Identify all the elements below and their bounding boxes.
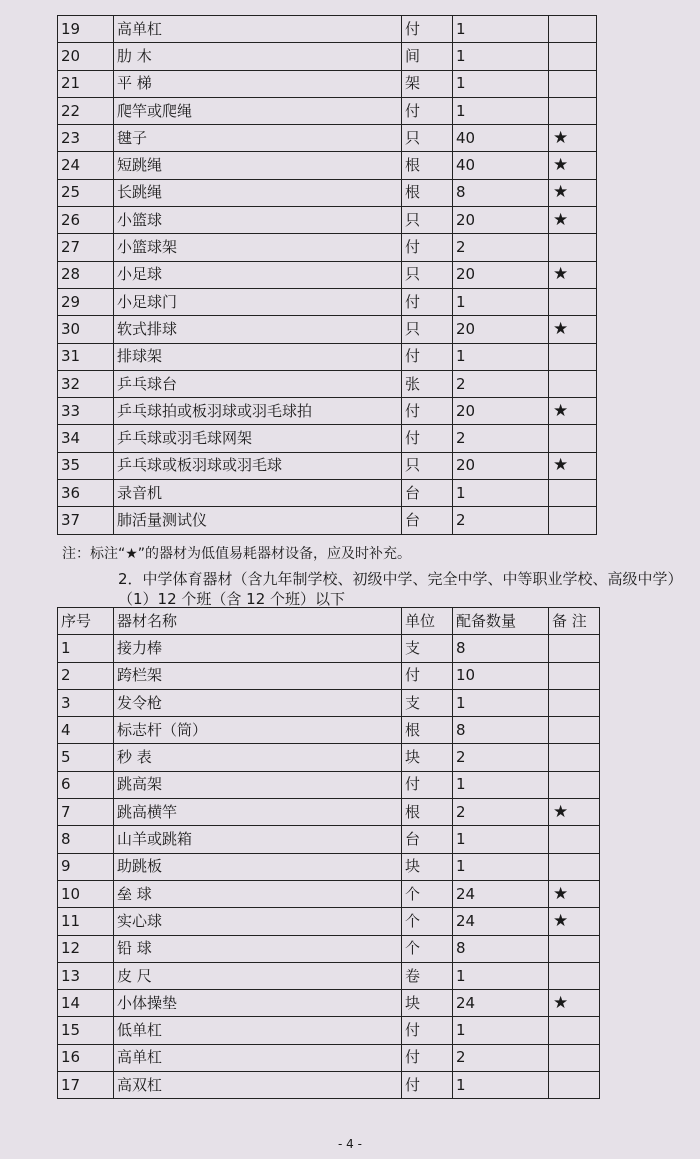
cell-no: 8: [58, 826, 114, 853]
cell-note: [549, 425, 597, 452]
cell-note: [549, 370, 597, 397]
cell-note: ★: [549, 990, 600, 1017]
cell-note: [549, 826, 600, 853]
cell-qty: 1: [453, 1072, 549, 1099]
table-row: [58, 370, 597, 397]
table-row: [58, 962, 600, 989]
equipment-table-middle-school: [57, 607, 600, 1099]
table-row: [58, 990, 600, 1017]
table-footnote: 注：标注“★”的器材为低值易耗器材设备，应及时补充。: [62, 546, 412, 562]
cell-no: 2: [58, 662, 114, 689]
cell-name: 乒乓球拍或板羽球或羽毛球拍: [114, 398, 402, 425]
table-row: [58, 70, 597, 97]
table-row: [58, 880, 600, 907]
cell-unit: 卷: [402, 962, 453, 989]
cell-no: 27: [58, 234, 114, 261]
cell-name: 秒 表: [114, 744, 402, 771]
cell-qty: 8: [453, 935, 549, 962]
cell-qty: 24: [453, 990, 549, 1017]
cell-qty: 20: [453, 207, 549, 234]
cell-qty: 40: [453, 152, 549, 179]
cell-name: 小体操垫: [114, 990, 402, 1017]
cell-unit: 付: [402, 771, 453, 798]
cell-qty: 1: [453, 1017, 549, 1044]
cell-unit: 付: [402, 1044, 453, 1071]
cell-no: 29: [58, 288, 114, 315]
table-row: [58, 771, 600, 798]
cell-name: 排球架: [114, 343, 402, 370]
table-row: [58, 152, 597, 179]
section-heading: 2．中学体育器材（含九年制学校、初级中学、完全中学、中等职业学校、高级中学）: [118, 570, 683, 588]
cell-unit: 只: [402, 316, 453, 343]
cell-no: 3: [58, 689, 114, 716]
header-no: 序号: [58, 608, 114, 635]
cell-no: 12: [58, 935, 114, 962]
table-row: [58, 207, 597, 234]
table-row: [58, 908, 600, 935]
cell-no: 23: [58, 125, 114, 152]
cell-qty: 1: [453, 480, 549, 507]
cell-note: [549, 935, 600, 962]
cell-unit: 张: [402, 370, 453, 397]
cell-no: 1: [58, 635, 114, 662]
cell-name: 小篮球: [114, 207, 402, 234]
cell-no: 24: [58, 152, 114, 179]
cell-qty: 1: [453, 70, 549, 97]
table-row: [58, 425, 597, 452]
cell-unit: 台: [402, 826, 453, 853]
subsection-heading: （1）12 个班（含 12 个班）以下: [118, 590, 346, 608]
cell-qty: 2: [453, 425, 549, 452]
table-row: [58, 935, 600, 962]
cell-name: 垒 球: [114, 880, 402, 907]
cell-name: 助跳板: [114, 853, 402, 880]
cell-no: 35: [58, 452, 114, 479]
cell-name: 乒乓球或板羽球或羽毛球: [114, 452, 402, 479]
cell-name: 山羊或跳箱: [114, 826, 402, 853]
cell-name: 软式排球: [114, 316, 402, 343]
cell-unit: 根: [402, 799, 453, 826]
cell-qty: 1: [453, 853, 549, 880]
cell-unit: 根: [402, 152, 453, 179]
table-row: [58, 261, 597, 288]
cell-unit: 付: [402, 398, 453, 425]
cell-unit: 块: [402, 990, 453, 1017]
table-row: [58, 398, 597, 425]
cell-qty: 8: [453, 179, 549, 206]
table-row: [58, 635, 600, 662]
cell-name: 长跳绳: [114, 179, 402, 206]
cell-name: 乒乓球或羽毛球网架: [114, 425, 402, 452]
header-qty: 配备数量: [453, 608, 549, 635]
cell-no: 7: [58, 799, 114, 826]
cell-unit: 间: [402, 43, 453, 70]
cell-note: [549, 689, 600, 716]
cell-note: ★: [549, 880, 600, 907]
cell-unit: 付: [402, 97, 453, 124]
cell-no: 19: [58, 16, 114, 43]
cell-qty: 20: [453, 316, 549, 343]
cell-unit: 付: [402, 1017, 453, 1044]
cell-note: ★: [549, 316, 597, 343]
cell-no: 32: [58, 370, 114, 397]
cell-note: [549, 1044, 600, 1071]
table-row: [58, 744, 600, 771]
cell-name: 标志杆（筒）: [114, 717, 402, 744]
page-number: - 4 -: [338, 1137, 362, 1151]
table-row: [58, 234, 597, 261]
cell-no: 37: [58, 507, 114, 534]
table-row: [58, 16, 597, 43]
cell-note: [549, 717, 600, 744]
cell-note: ★: [549, 799, 600, 826]
cell-note: [549, 662, 600, 689]
cell-unit: 台: [402, 507, 453, 534]
cell-qty: 2: [453, 234, 549, 261]
cell-no: 21: [58, 70, 114, 97]
cell-note: ★: [549, 207, 597, 234]
cell-no: 30: [58, 316, 114, 343]
table-row: [58, 179, 597, 206]
cell-qty: 2: [453, 507, 549, 534]
cell-note: [549, 97, 597, 124]
cell-unit: 付: [402, 1072, 453, 1099]
table-row: [58, 717, 600, 744]
cell-no: 22: [58, 97, 114, 124]
cell-no: 4: [58, 717, 114, 744]
cell-no: 14: [58, 990, 114, 1017]
cell-unit: 付: [402, 425, 453, 452]
cell-no: 15: [58, 1017, 114, 1044]
cell-unit: 只: [402, 261, 453, 288]
table-row: [58, 480, 597, 507]
equipment-table-primary: [57, 15, 597, 535]
cell-unit: 付: [402, 288, 453, 315]
cell-unit: 支: [402, 689, 453, 716]
cell-unit: 个: [402, 935, 453, 962]
cell-unit: 只: [402, 207, 453, 234]
table-row: [58, 97, 597, 124]
cell-name: 铅 球: [114, 935, 402, 962]
cell-no: 11: [58, 908, 114, 935]
cell-no: 16: [58, 1044, 114, 1071]
cell-unit: 付: [402, 343, 453, 370]
cell-no: 26: [58, 207, 114, 234]
cell-qty: 1: [453, 288, 549, 315]
table-row: [58, 1072, 600, 1099]
cell-name: 小足球门: [114, 288, 402, 315]
cell-qty: 10: [453, 662, 549, 689]
cell-note: [549, 343, 597, 370]
cell-unit: 个: [402, 880, 453, 907]
cell-no: 20: [58, 43, 114, 70]
table-header-row: [58, 608, 600, 635]
cell-note: [549, 43, 597, 70]
cell-name: 小篮球架: [114, 234, 402, 261]
cell-note: ★: [549, 261, 597, 288]
cell-name: 毽子: [114, 125, 402, 152]
cell-name: 短跳绳: [114, 152, 402, 179]
cell-note: ★: [549, 125, 597, 152]
cell-name: 皮 尺: [114, 962, 402, 989]
cell-note: [549, 234, 597, 261]
cell-qty: 2: [453, 1044, 549, 1071]
cell-name: 肋 木: [114, 43, 402, 70]
cell-name: 高双杠: [114, 1072, 402, 1099]
cell-note: [549, 507, 597, 534]
table-row: [58, 1044, 600, 1071]
cell-note: ★: [549, 398, 597, 425]
cell-qty: 1: [453, 343, 549, 370]
table-row: [58, 689, 600, 716]
cell-name: 高单杠: [114, 1044, 402, 1071]
cell-note: [549, 853, 600, 880]
cell-name: 高单杠: [114, 16, 402, 43]
cell-note: ★: [549, 452, 597, 479]
table-row: [58, 125, 597, 152]
cell-unit: 台: [402, 480, 453, 507]
cell-no: 31: [58, 343, 114, 370]
cell-no: 6: [58, 771, 114, 798]
cell-name: 平 梯: [114, 70, 402, 97]
cell-qty: 1: [453, 826, 549, 853]
cell-note: [549, 744, 600, 771]
cell-qty: 24: [453, 908, 549, 935]
cell-note: [549, 962, 600, 989]
cell-unit: 个: [402, 908, 453, 935]
cell-qty: 2: [453, 744, 549, 771]
cell-unit: 付: [402, 234, 453, 261]
table-row: [58, 662, 600, 689]
cell-note: [549, 771, 600, 798]
cell-name: 录音机: [114, 480, 402, 507]
cell-name: 跨栏架: [114, 662, 402, 689]
cell-no: 5: [58, 744, 114, 771]
cell-unit: 架: [402, 70, 453, 97]
cell-note: [549, 635, 600, 662]
table-row: [58, 343, 597, 370]
header-note: 备 注: [549, 608, 600, 635]
cell-qty: 8: [453, 717, 549, 744]
cell-qty: 2: [453, 799, 549, 826]
cell-qty: 40: [453, 125, 549, 152]
cell-qty: 20: [453, 452, 549, 479]
cell-qty: 1: [453, 16, 549, 43]
cell-qty: 1: [453, 689, 549, 716]
cell-name: 肺活量测试仪: [114, 507, 402, 534]
cell-unit: 只: [402, 125, 453, 152]
cell-no: 17: [58, 1072, 114, 1099]
table-row: [58, 826, 600, 853]
cell-unit: 块: [402, 744, 453, 771]
cell-no: 25: [58, 179, 114, 206]
cell-name: 实心球: [114, 908, 402, 935]
cell-note: ★: [549, 152, 597, 179]
cell-unit: 块: [402, 853, 453, 880]
cell-unit: 只: [402, 452, 453, 479]
equipment-table-middle-school-body: [58, 635, 600, 1099]
cell-qty: 1: [453, 962, 549, 989]
cell-name: 跳高架: [114, 771, 402, 798]
cell-name: 乒乓球台: [114, 370, 402, 397]
table-row: [58, 1017, 600, 1044]
cell-note: [549, 480, 597, 507]
cell-no: 34: [58, 425, 114, 452]
cell-name: 低单杠: [114, 1017, 402, 1044]
cell-no: 9: [58, 853, 114, 880]
cell-note: ★: [549, 179, 597, 206]
cell-qty: 8: [453, 635, 549, 662]
cell-no: 33: [58, 398, 114, 425]
cell-no: 10: [58, 880, 114, 907]
cell-name: 发令枪: [114, 689, 402, 716]
table-row: [58, 288, 597, 315]
header-unit: 单位: [402, 608, 453, 635]
cell-qty: 24: [453, 880, 549, 907]
cell-qty: 1: [453, 97, 549, 124]
table-row: [58, 799, 600, 826]
cell-name: 小足球: [114, 261, 402, 288]
cell-note: [549, 288, 597, 315]
cell-unit: 付: [402, 662, 453, 689]
cell-unit: 支: [402, 635, 453, 662]
cell-qty: 1: [453, 43, 549, 70]
table-row: [58, 853, 600, 880]
cell-name: 爬竿或爬绳: [114, 97, 402, 124]
cell-qty: 1: [453, 771, 549, 798]
table-row: [58, 507, 597, 534]
header-name: 器材名称: [114, 608, 402, 635]
cell-unit: 付: [402, 16, 453, 43]
cell-note: [549, 16, 597, 43]
cell-unit: 根: [402, 717, 453, 744]
cell-qty: 20: [453, 261, 549, 288]
equipment-table-primary-body: [58, 16, 597, 535]
cell-name: 接力棒: [114, 635, 402, 662]
cell-qty: 2: [453, 370, 549, 397]
cell-unit: 根: [402, 179, 453, 206]
table-row: [58, 43, 597, 70]
cell-no: 28: [58, 261, 114, 288]
table-row: [58, 452, 597, 479]
cell-note: [549, 70, 597, 97]
table-row: [58, 316, 597, 343]
cell-note: [549, 1072, 600, 1099]
cell-name: 跳高横竿: [114, 799, 402, 826]
cell-no: 13: [58, 962, 114, 989]
cell-no: 36: [58, 480, 114, 507]
cell-qty: 20: [453, 398, 549, 425]
cell-note: ★: [549, 908, 600, 935]
cell-note: [549, 1017, 600, 1044]
